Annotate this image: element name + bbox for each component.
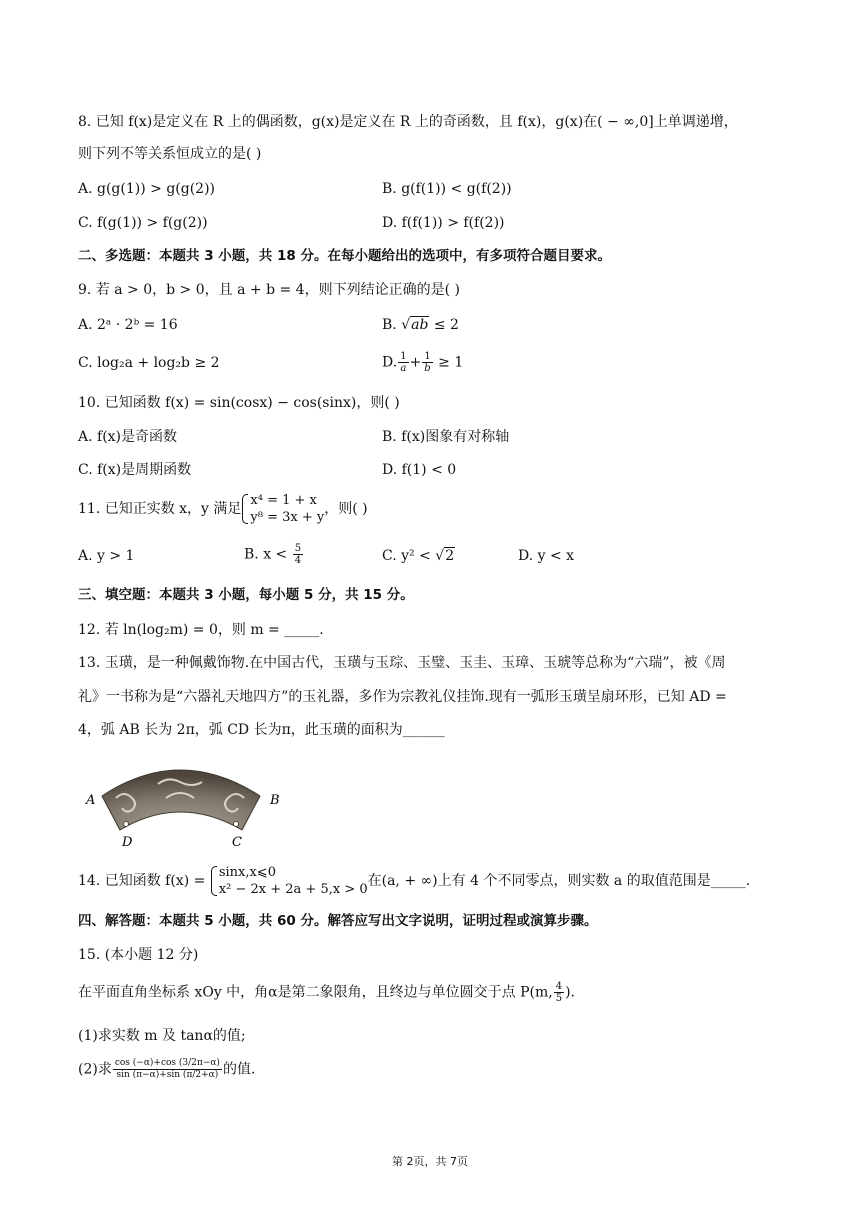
label-b: B bbox=[270, 793, 280, 808]
q10-option-c: C. f(x)是周期函数 bbox=[78, 462, 192, 478]
q10-option-b: B. f(x)图象有对称轴 bbox=[382, 429, 510, 445]
q12-stem: 12. 若 ln(log₂m) = 0，则 m = _____. bbox=[78, 622, 324, 638]
q8-stem-line1: 8. 已知 f(x)是定义在 R 上的偶函数，g(x)是定义在 R 上的奇函数，且 f(x)，g(x)在( − ∞,0]上单调递增， bbox=[78, 114, 738, 130]
q13-stem-line2: 礼》一书称为是“六器礼天地四方”的玉礼器，多作为宗教礼仪挂饰.现有一弧形玉璜呈扇环形，已知 AD = bbox=[78, 689, 727, 705]
label-d: D bbox=[122, 835, 133, 850]
jade-hole-left bbox=[124, 822, 129, 827]
q8-option-d: D. f(f(1)) > f(f(2)) bbox=[382, 215, 505, 231]
q10-option-a: A. f(x)是奇函数 bbox=[78, 429, 178, 445]
section-solution-heading: 四、解答题：本题共 5 小题，共 60 分。解答应写出文字说明，证明过程或演算步骤。 bbox=[78, 913, 598, 929]
q9-stem: 9. 若 a > 0，b > 0，且 a + b = 4，则下列结论正确的是( ) bbox=[78, 282, 460, 298]
q8-option-c: C. f(g(1)) > f(g(2)) bbox=[78, 215, 208, 231]
q8-option-a: A. g(g(1)) > g(g(2)) bbox=[78, 181, 215, 197]
q15-part1: (1)求实数 m 及 tanα的值; bbox=[78, 1028, 246, 1044]
q11-option-d: D. y < x bbox=[518, 548, 575, 564]
q8-option-b: B. g(f(1)) < g(f(2)) bbox=[382, 181, 512, 197]
q11-option-b: B. x < $\frac{5}{4}$ bbox=[244, 543, 302, 566]
q13-stem-line1: 13. 玉璜，是一种佩戴饰物.在中国古代，玉璜与玉琮、玉璧、玉圭、玉璋、玉琥等总称为“六瑞”，被《周 bbox=[78, 655, 726, 671]
label-a: A bbox=[86, 793, 96, 808]
jade-hole-right bbox=[234, 822, 239, 827]
q10-stem: 10. 已知函数 f(x) = sin(cosx) − cos(sinx)，则( ) bbox=[78, 395, 400, 411]
q15-header: 15. (本小题 12 分) bbox=[78, 947, 199, 963]
q10-option-d: D. f(1) < 0 bbox=[382, 462, 457, 478]
q15-part2: (2)求 $\frac{\cos (-\alpha)+\cos (3/2\pi-\alpha)}{\sin (\pi-\alpha)+\sin (\pi/2+\alpha)}$ 的值. bbox=[78, 1058, 256, 1080]
q9-option-d: D. $\frac{1}{a}$ + $\frac{1}{b}$ ≥ 1 bbox=[382, 351, 464, 374]
q11-option-c: C. y² < √2 bbox=[382, 548, 455, 564]
q9-option-b: B. √ab ≤ 2 bbox=[382, 317, 459, 333]
q8-stem-line2: 则下列不等关系恒成立的是( ) bbox=[78, 146, 262, 162]
q11-option-a: A. y > 1 bbox=[78, 548, 135, 564]
q11-stem: 11. 已知正实数 x，y 满足 x⁴ = 1 + x y⁸ = 3x + y ，则( ) bbox=[78, 493, 368, 525]
section-fill-in-heading: 三、填空题：本题共 3 小题，每小题 5 分，共 15 分。 bbox=[78, 587, 414, 603]
section-multiple-choice-heading: 二、多选题：本题共 3 小题，共 18 分。在每小题给出的选项中，有多项符合题目要求。 bbox=[78, 248, 611, 264]
jade-huang-figure bbox=[80, 758, 280, 850]
label-c: C bbox=[232, 835, 242, 850]
jade-sector-ring bbox=[102, 770, 260, 830]
q9-option-a: A. 2ᵃ · 2ᵇ = 16 bbox=[78, 317, 178, 333]
page-footer: 第 2页，共 7页 bbox=[392, 1155, 468, 1168]
q14-stem: 14. 已知函数 f(x) = sinx,x⩽0 x² − 2x + 2a + 5,x > 0 在(a, + ∞)上有 4 个不同零点，则实数 a 的取值范围是_____. bbox=[78, 865, 751, 897]
q15-stem: 在平面直角坐标系 xOy 中，角α是第二象限角，且终边与单位圆交于点 P(m, $\frac{4}{5}$ ). bbox=[78, 981, 575, 1004]
q9-option-c: C. log₂a + log₂b ≥ 2 bbox=[78, 355, 220, 371]
q13-stem-line3: 4，弧 AB 长为 2π，弧 CD 长为π，此玉璜的面积为______ bbox=[78, 722, 445, 738]
